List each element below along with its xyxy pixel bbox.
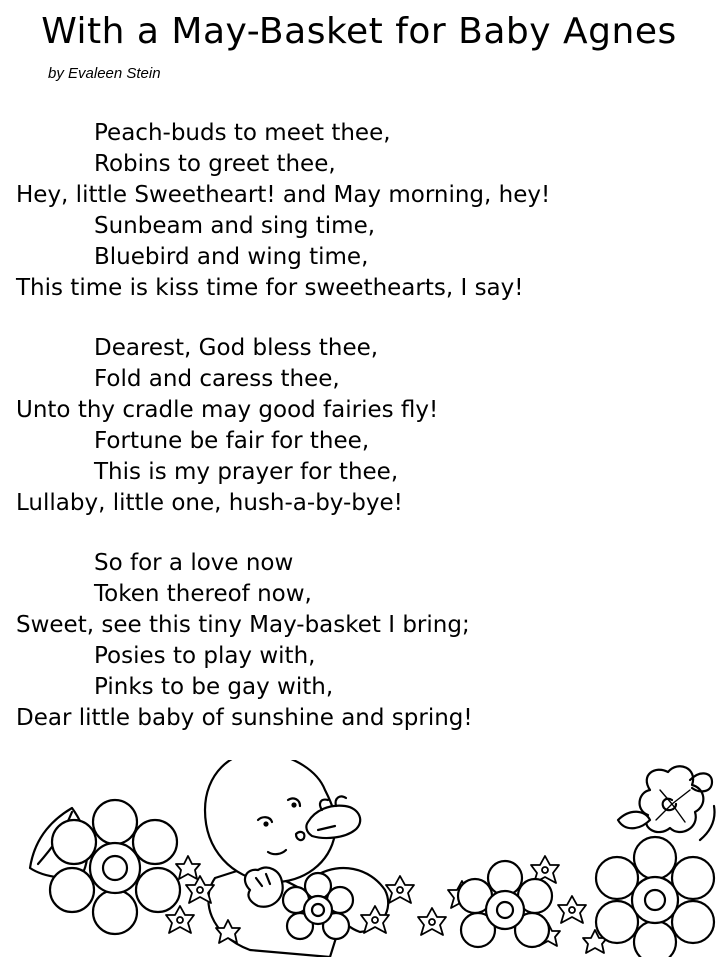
poem-line: Posies to play with, [94, 643, 316, 669]
poem-line: Hey, little Sweetheart! and May morning, hey! [16, 182, 551, 208]
poem-line: Sunbeam and sing time, [94, 213, 376, 239]
poem-author: by Evaleen Stein [48, 65, 161, 82]
poem-line: Lullaby, little one, hush-a-by-bye! [16, 490, 403, 516]
poem-line: Fortune be fair for thee, [94, 428, 370, 454]
poem-line: Pinks to be gay with, [94, 674, 334, 700]
poem-line: Sweet, see this tiny May-basket I bring; [16, 612, 470, 638]
poem-line: Unto thy cradle may good fairies fly! [16, 397, 439, 423]
baby-fist [245, 868, 283, 907]
poem-line: Robins to greet thee, [94, 151, 336, 177]
poem-title: With a May-Basket for Baby Agnes [41, 11, 677, 52]
poem-line: Token thereof now, [94, 581, 312, 607]
poem-line: Bluebird and wing time, [94, 244, 369, 270]
stanza-1 [16, 118, 716, 304]
stanza-2 [16, 333, 716, 519]
poem-line: Dear little baby of sunshine and spring! [16, 705, 473, 731]
poem-line: So for a love now [94, 550, 294, 576]
poem-line: Fold and caress thee, [94, 366, 340, 392]
daisy-flower-right [596, 837, 714, 957]
stanza-3 [16, 548, 716, 734]
poem-line: Peach-buds to meet thee, [94, 120, 391, 146]
poem-line: This time is kiss time for sweethearts, I say! [16, 275, 524, 301]
poem-body [16, 118, 716, 763]
baby-flowers-illustration [0, 760, 718, 957]
pansy-flower [640, 766, 712, 832]
poem-line: This is my prayer for thee, [94, 459, 399, 485]
poem-line: Dearest, God bless thee, [94, 335, 379, 361]
